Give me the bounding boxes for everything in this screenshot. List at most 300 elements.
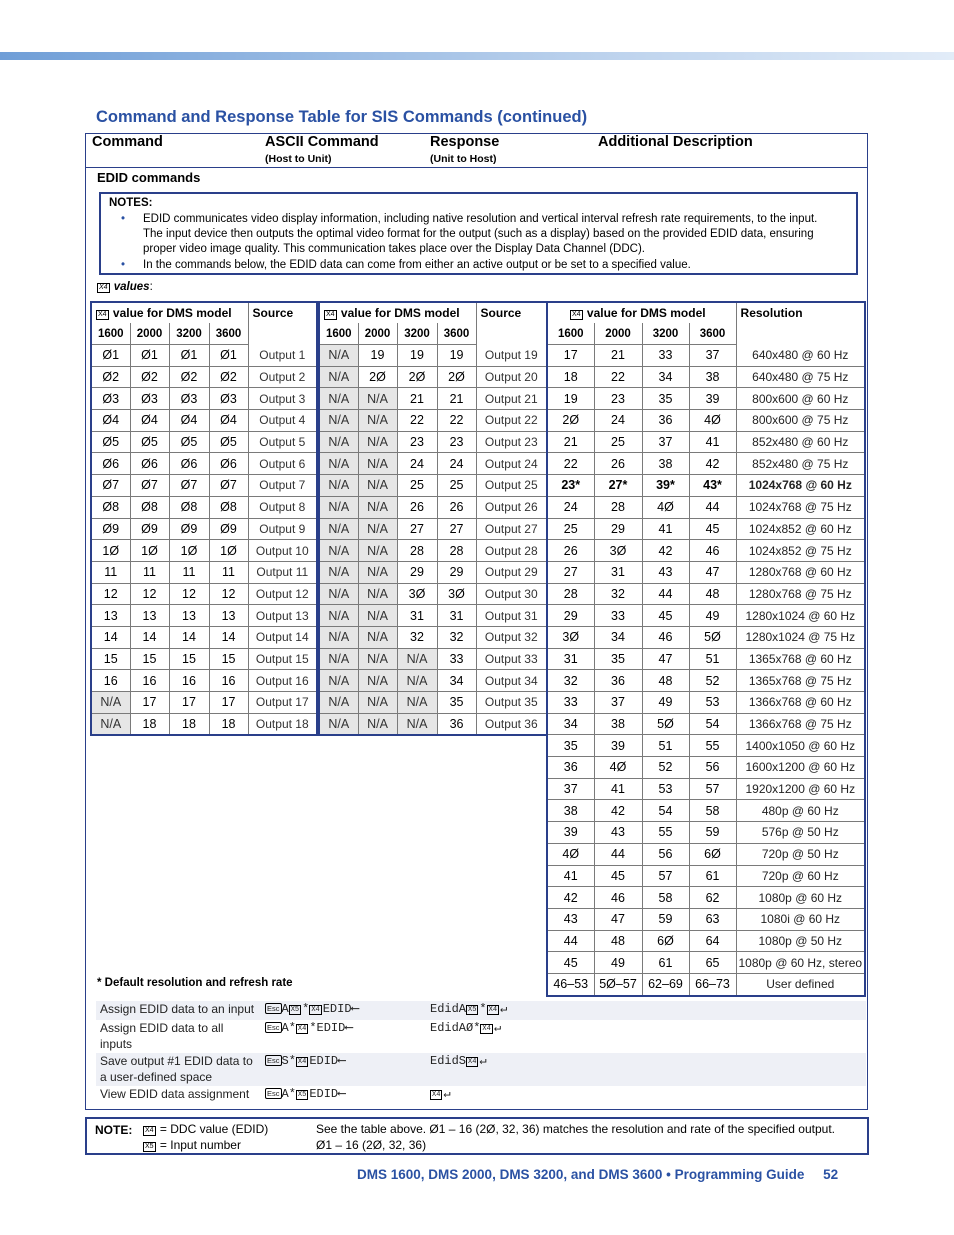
value-cell: 15	[130, 648, 169, 670]
x4-variable-icon: X4	[488, 1006, 498, 1014]
source-cell: Output 17	[248, 692, 317, 714]
header-command: Command	[92, 134, 163, 150]
value-cell: 19	[437, 345, 476, 367]
value-cell: 33	[594, 605, 642, 627]
value-cell: 14	[169, 626, 209, 648]
output-table-1	[90, 301, 318, 736]
value-cell: 48	[642, 670, 689, 692]
value-cell: 27	[397, 518, 437, 540]
table-row	[91, 540, 317, 562]
table-row	[91, 496, 317, 518]
value-cell: 1Ø	[91, 540, 130, 562]
value-cell: 54	[689, 713, 736, 735]
source-cell: Output 16	[248, 670, 317, 692]
return-arrow-icon: ⟵	[338, 1054, 346, 1068]
notes-box: NOTES: • EDID communicates video display information, including native resolution and vertical interval refresh rate requirements, to the input. The input device then outputs the optimal video format for the output (such as a display) based on the provided EDID data, ensuring proper video image quality. This communication takes place over the Display Data Channel (DDC). • In the commands below, the EDID data can come from either an active output or be set to a specified value.	[99, 192, 858, 275]
value-cell: 57	[689, 778, 736, 800]
value-cell: 28	[397, 540, 437, 562]
value-cell: 45	[547, 952, 594, 974]
value-cell: 27	[437, 518, 476, 540]
table-row	[319, 605, 547, 627]
source-cell: Output 20	[476, 366, 547, 388]
x4-variable-icon: X4	[572, 311, 581, 318]
col-header-value: X4 value for DMS model	[547, 302, 736, 323]
value-cell: 22	[547, 453, 594, 475]
value-cell: Ø3	[91, 388, 130, 410]
command-row	[96, 1053, 866, 1086]
resolution-cell: User defined	[736, 973, 865, 995]
source-cell: Output 35	[476, 692, 547, 714]
value-cell: N/A	[358, 605, 397, 627]
value-cell: 3Ø	[397, 583, 437, 605]
value-cell: 49	[689, 605, 736, 627]
value-cell: 16	[209, 670, 248, 692]
col-header-model: 3600	[689, 323, 736, 345]
value-cell: 27*	[594, 475, 642, 497]
value-cell: 42	[642, 540, 689, 562]
source-cell: Output 24	[476, 453, 547, 475]
value-cell: 35	[437, 692, 476, 714]
header-additional: Additional Description	[598, 134, 753, 150]
value-cell: Ø5	[130, 431, 169, 453]
table-row	[91, 453, 317, 475]
esc-key-icon: Esc	[267, 1023, 280, 1032]
value-cell: N/A	[319, 496, 358, 518]
table-row	[547, 605, 865, 627]
value-cell: 39*	[642, 475, 689, 497]
value-cell: 23*	[547, 475, 594, 497]
enter-arrow-icon: ↵	[479, 1054, 487, 1068]
value-cell: N/A	[319, 540, 358, 562]
value-cell: 32	[594, 583, 642, 605]
resolution-cell: 852x480 @ 75 Hz	[736, 453, 865, 475]
value-cell: 24	[547, 496, 594, 518]
enter-arrow-icon: ↵	[493, 1021, 502, 1035]
x4-values-label: X4 values:	[99, 281, 153, 293]
table-row	[319, 540, 547, 562]
resolution-cell: 1080p @ 60 Hz	[736, 887, 865, 909]
table-row	[91, 561, 317, 583]
table-row	[547, 908, 865, 930]
value-cell: 58	[689, 800, 736, 822]
value-cell: 2Ø	[547, 410, 594, 432]
value-cell: 18	[130, 713, 169, 735]
value-cell: 35	[642, 388, 689, 410]
value-cell: 56	[642, 843, 689, 865]
x5-variable-icon: X5	[297, 1091, 307, 1099]
value-cell: N/A	[358, 670, 397, 692]
source-cell: Output 2	[248, 366, 317, 388]
source-cell: Output 34	[476, 670, 547, 692]
resolution-cell: 1600x1200 @ 60 Hz	[736, 757, 865, 779]
value-cell: 44	[689, 496, 736, 518]
header-response-sub: (Unit to Host)	[430, 153, 497, 165]
source-cell: Output 10	[248, 540, 317, 562]
command-description: Assign EDID data to an input	[100, 1002, 255, 1016]
table-row	[547, 778, 865, 800]
value-cell: 23	[594, 388, 642, 410]
source-cell: Output 12	[248, 583, 317, 605]
value-cell: Ø1	[169, 345, 209, 367]
value-cell: 4Ø	[594, 757, 642, 779]
value-cell: 12	[209, 583, 248, 605]
value-cell: Ø4	[209, 410, 248, 432]
table-row	[91, 648, 317, 670]
table-row	[91, 366, 317, 388]
resolution-cell: 720p @ 50 Hz	[736, 843, 865, 865]
value-cell: 1Ø	[130, 540, 169, 562]
value-cell: 49	[642, 692, 689, 714]
table-row	[91, 670, 317, 692]
value-cell: 21	[594, 345, 642, 367]
col-header-resolution: Resolution	[736, 302, 865, 345]
col-header-source: Source	[476, 302, 547, 345]
value-cell: 43	[642, 561, 689, 583]
value-cell: N/A	[358, 561, 397, 583]
table-row	[319, 345, 547, 367]
value-cell: 44	[594, 843, 642, 865]
value-cell: 13	[169, 605, 209, 627]
value-cell: 6Ø	[642, 930, 689, 952]
value-cell: 21	[547, 431, 594, 453]
value-cell: N/A	[319, 692, 358, 714]
table-row	[547, 410, 865, 432]
value-cell: 32	[547, 670, 594, 692]
value-cell: N/A	[319, 410, 358, 432]
value-cell: 41	[547, 865, 594, 887]
value-cell: 24	[437, 453, 476, 475]
value-cell: N/A	[358, 692, 397, 714]
table-row	[547, 518, 865, 540]
resolution-cell: 480p @ 60 Hz	[736, 800, 865, 822]
col-header-model: 2000	[358, 323, 397, 345]
table-row	[547, 692, 865, 714]
value-cell: N/A	[319, 626, 358, 648]
value-cell: 3Ø	[437, 583, 476, 605]
table-row	[547, 735, 865, 757]
value-cell: Ø2	[91, 366, 130, 388]
x4-definition: X4 = DDC value (EDID)	[145, 1122, 269, 1136]
value-cell: 46–53	[547, 973, 594, 995]
x5-variable-icon: X5	[290, 1006, 300, 1014]
table-row	[91, 431, 317, 453]
value-cell: Ø7	[91, 475, 130, 497]
source-cell: Output 1	[248, 345, 317, 367]
value-cell: 15	[91, 648, 130, 670]
x4-variable-icon: X4	[468, 1058, 477, 1066]
value-cell: N/A	[397, 713, 437, 735]
value-cell: 12	[169, 583, 209, 605]
x4-variable-icon: X4	[99, 284, 108, 291]
value-cell: Ø3	[169, 388, 209, 410]
resolution-cell: 720p @ 60 Hz	[736, 865, 865, 887]
table-row	[547, 843, 865, 865]
value-cell: N/A	[397, 670, 437, 692]
value-cell: 47	[689, 561, 736, 583]
value-cell: Ø5	[91, 431, 130, 453]
response-text: EdidAØ* X4 ↵	[430, 1021, 502, 1035]
value-cell: 31	[437, 605, 476, 627]
value-cell: 42	[547, 887, 594, 909]
col-header-model: 1600	[319, 323, 358, 345]
value-cell: 34	[642, 366, 689, 388]
source-cell: Output 14	[248, 626, 317, 648]
resolution-cell: 1080i @ 60 Hz	[736, 908, 865, 930]
source-cell: Output 15	[248, 648, 317, 670]
esc-key-icon: Esc	[267, 1089, 280, 1098]
resolution-cell: 576p @ 50 Hz	[736, 822, 865, 844]
value-cell: 51	[689, 648, 736, 670]
value-cell: N/A	[358, 475, 397, 497]
header-ascii: ASCII Command	[265, 134, 379, 150]
value-cell: 32	[397, 626, 437, 648]
resolution-cell: 1280x1024 @ 75 Hz	[736, 626, 865, 648]
table-row	[91, 518, 317, 540]
value-cell: Ø1	[130, 345, 169, 367]
value-cell: 28	[547, 583, 594, 605]
value-cell: 15	[209, 648, 248, 670]
value-cell: 64	[689, 930, 736, 952]
table-row	[91, 410, 317, 432]
table-row	[547, 540, 865, 562]
table-row	[91, 713, 317, 735]
value-cell: 36	[437, 713, 476, 735]
value-cell: 53	[642, 778, 689, 800]
resolution-cell: 1400x1050 @ 60 Hz	[736, 735, 865, 757]
x4-variable-icon: X4	[297, 1025, 307, 1033]
table-row	[547, 822, 865, 844]
value-cell: 66–73	[689, 973, 736, 995]
value-cell: 53	[689, 692, 736, 714]
resolution-cell: 1080p @ 50 Hz	[736, 930, 865, 952]
col-header-model: 2000	[130, 323, 169, 345]
table-row	[547, 713, 865, 735]
value-cell: 1Ø	[209, 540, 248, 562]
x4-variable-icon: X4	[98, 311, 107, 318]
value-cell: N/A	[91, 713, 130, 735]
value-cell: N/A	[358, 496, 397, 518]
value-cell: 15	[169, 648, 209, 670]
bullet-icon: •	[121, 259, 126, 271]
table-row	[319, 692, 547, 714]
value-cell: 42	[689, 453, 736, 475]
value-cell: 2Ø	[397, 366, 437, 388]
table-row	[547, 865, 865, 887]
resolution-cell: 1366x768 @ 60 Hz	[736, 692, 865, 714]
resolution-cell: 1024x852 @ 60 Hz	[736, 518, 865, 540]
value-cell: Ø9	[91, 518, 130, 540]
table-row	[547, 930, 865, 952]
value-cell: 61	[642, 952, 689, 974]
source-cell: Output 21	[476, 388, 547, 410]
value-cell: 41	[689, 431, 736, 453]
value-cell: N/A	[319, 605, 358, 627]
value-cell: 55	[642, 822, 689, 844]
table-row	[547, 648, 865, 670]
table-row	[319, 670, 547, 692]
value-cell: 27	[547, 561, 594, 583]
value-cell: 2Ø	[437, 366, 476, 388]
section-title: EDID commands	[97, 170, 201, 185]
value-cell: Ø8	[169, 496, 209, 518]
value-cell: Ø4	[91, 410, 130, 432]
return-arrow-icon: ⟵	[351, 1002, 359, 1016]
value-cell: 17	[130, 692, 169, 714]
source-cell: Output 18	[248, 713, 317, 735]
value-cell: N/A	[358, 388, 397, 410]
value-cell: 37	[547, 778, 594, 800]
table-row	[547, 973, 865, 995]
value-cell: 59	[642, 908, 689, 930]
value-cell: Ø1	[91, 345, 130, 367]
command-row	[96, 1086, 866, 1105]
x4-variable-icon: X4	[145, 1127, 154, 1134]
value-cell: 37	[594, 692, 642, 714]
value-cell: N/A	[319, 475, 358, 497]
value-cell: 4Ø	[547, 843, 594, 865]
source-cell: Output 5	[248, 431, 317, 453]
value-cell: Ø1	[209, 345, 248, 367]
value-cell: 28	[437, 540, 476, 562]
value-cell: 3Ø	[547, 626, 594, 648]
value-cell: 45	[689, 518, 736, 540]
value-cell: N/A	[319, 518, 358, 540]
source-cell: Output 6	[248, 453, 317, 475]
value-cell: N/A	[319, 713, 358, 735]
value-cell: 11	[169, 561, 209, 583]
value-cell: N/A	[91, 692, 130, 714]
resolution-cell: 1365x768 @ 75 Hz	[736, 670, 865, 692]
resolution-cell: 1920x1200 @ 60 Hz	[736, 778, 865, 800]
value-cell: 47	[642, 648, 689, 670]
value-cell: N/A	[319, 345, 358, 367]
value-cell: 25	[397, 475, 437, 497]
notes-label: NOTES:	[109, 197, 153, 209]
value-cell: 48	[594, 930, 642, 952]
value-cell: 16	[91, 670, 130, 692]
value-cell: Ø6	[169, 453, 209, 475]
resolution-cell: 1080p @ 60 Hz, stereo	[736, 952, 865, 974]
value-cell: 44	[642, 583, 689, 605]
source-cell: Output 27	[476, 518, 547, 540]
value-cell: Ø7	[130, 475, 169, 497]
value-cell: 35	[547, 735, 594, 757]
enter-arrow-icon: ↵	[443, 1087, 451, 1101]
source-cell: Output 31	[476, 605, 547, 627]
value-cell: N/A	[319, 388, 358, 410]
value-cell: N/A	[358, 410, 397, 432]
table-row	[547, 583, 865, 605]
value-cell: 34	[594, 626, 642, 648]
value-cell: 43*	[689, 475, 736, 497]
command-row	[96, 1001, 866, 1020]
col-header-model: 3200	[642, 323, 689, 345]
value-cell: 25	[594, 431, 642, 453]
value-cell: 26	[397, 496, 437, 518]
source-cell: Output 26	[476, 496, 547, 518]
table-row	[91, 605, 317, 627]
value-cell: 22	[594, 366, 642, 388]
value-cell: 41	[594, 778, 642, 800]
table-row	[547, 431, 865, 453]
value-cell: 47	[594, 908, 642, 930]
value-cell: 18	[209, 713, 248, 735]
command-description: Save output #1 EDID data to a user-defined space	[100, 1054, 253, 1084]
value-cell: 34	[437, 670, 476, 692]
value-cell: Ø4	[169, 410, 209, 432]
value-cell: N/A	[319, 561, 358, 583]
table-row	[547, 388, 865, 410]
value-cell: 12	[130, 583, 169, 605]
source-cell: Output 30	[476, 583, 547, 605]
value-cell: 16	[169, 670, 209, 692]
source-cell: Output 23	[476, 431, 547, 453]
table-header	[86, 134, 867, 168]
table-row	[547, 366, 865, 388]
command-row	[96, 1020, 866, 1053]
source-cell: Output 8	[248, 496, 317, 518]
table-row	[547, 670, 865, 692]
value-cell: 55	[689, 735, 736, 757]
value-cell: 45	[594, 865, 642, 887]
value-cell: N/A	[358, 453, 397, 475]
value-cell: 17	[169, 692, 209, 714]
value-cell: N/A	[319, 366, 358, 388]
value-cell: 21	[397, 388, 437, 410]
x4-range-note: See the table above. Ø1 – 16 (2Ø, 32, 36) matches the resolution and rate of the specified output.	[316, 1122, 835, 1136]
value-cell: 1Ø	[169, 540, 209, 562]
value-cell: 38	[594, 713, 642, 735]
source-cell: Output 22	[476, 410, 547, 432]
response-text: EdidA X5 * X4 ↵	[430, 1002, 508, 1016]
table-row	[547, 561, 865, 583]
table-row	[319, 518, 547, 540]
value-cell: 33	[437, 648, 476, 670]
value-cell: 34	[547, 713, 594, 735]
resolution-cell: 800x600 @ 60 Hz	[736, 388, 865, 410]
value-cell: 5Ø	[689, 626, 736, 648]
col-header-model: 3200	[169, 323, 209, 345]
source-cell: Output 13	[248, 605, 317, 627]
value-cell: 38	[547, 800, 594, 822]
source-cell: Output 32	[476, 626, 547, 648]
value-cell: 43	[594, 822, 642, 844]
resolution-cell: 640x480 @ 60 Hz	[736, 345, 865, 367]
source-cell: Output 3	[248, 388, 317, 410]
value-cell: 46	[642, 626, 689, 648]
table-row	[91, 583, 317, 605]
value-cell: 54	[642, 800, 689, 822]
value-cell: 41	[642, 518, 689, 540]
x4-variable-icon: X4	[482, 1025, 491, 1033]
value-cell: 45	[642, 605, 689, 627]
command-description: View EDID data assignment	[100, 1087, 250, 1101]
value-cell: 33	[547, 692, 594, 714]
table-row	[547, 496, 865, 518]
col-header-model: 2000	[594, 323, 642, 345]
table-row	[319, 453, 547, 475]
x5-range-note: Ø1 – 16 (2Ø, 32, 36)	[316, 1138, 427, 1152]
resolution-cell: 1280x1024 @ 60 Hz	[736, 605, 865, 627]
value-cell: 33	[642, 345, 689, 367]
top-color-bar	[0, 52, 954, 60]
value-cell: 65	[689, 952, 736, 974]
col-header-source: Source	[248, 302, 317, 345]
table-row	[547, 453, 865, 475]
value-cell: 4Ø	[689, 410, 736, 432]
resolution-cell: 1024x852 @ 75 Hz	[736, 540, 865, 562]
value-cell: 51	[642, 735, 689, 757]
